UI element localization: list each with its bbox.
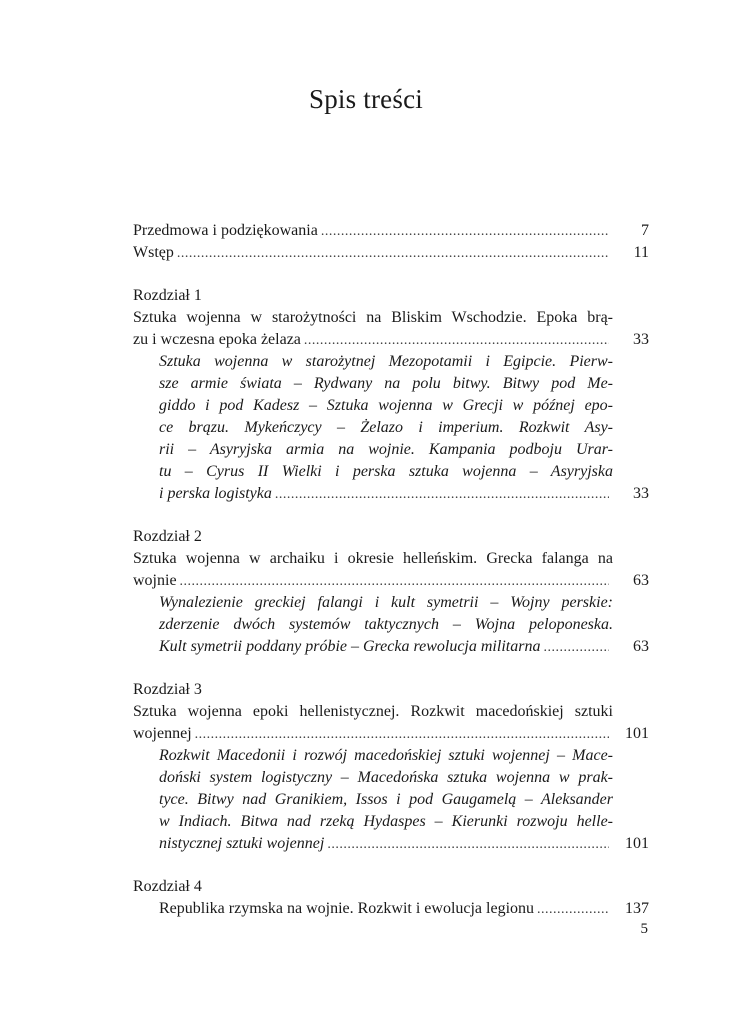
toc-page-number: 33 [633,485,649,502]
toc-page-number: 101 [625,835,649,852]
toc-entry-text: Przedmowa i podziękowania [133,222,318,239]
section-line: zderzenie dwóch systemów taktycznych – Wojna peloponeska. [159,616,613,633]
toc-page-number: 33 [633,331,649,348]
dot-leader [174,243,609,265]
page-title: Spis treści [309,84,423,114]
table-of-contents [133,220,649,920]
chapter-label: Rozdział 2 [133,528,202,545]
chapter-title-line[interactable]: Sztuka wojenna w archaiku i okresie helleńskim. Grecka falanga na [133,550,613,567]
chapter-title-line[interactable] [133,329,649,351]
dot-leader [301,330,609,352]
dot-leader [318,221,609,243]
section-text: i perska logistyka [159,485,272,502]
toc-page-number: 7 [641,222,649,239]
chapter-title-line[interactable]: Sztuka wojenna w starożytności na Bliskim Wschodzie. Epoka brą- [133,309,613,326]
chapter-label: Rozdział 1 [133,287,202,304]
toc-page-number: 11 [633,244,649,261]
toc-page-number: 101 [625,725,649,742]
page-number: 5 [640,921,648,937]
toc-entry-preface[interactable] [133,220,649,242]
section-line: w Indiach. Bitwa nad rzeką Hydaspes – Kierunki rozwoju helle- [159,813,613,830]
chapter-title-line[interactable]: Sztuka wojenna epoki hellenistycznej. Rozkwit macedońskiej sztuki [133,703,613,720]
section-line: tu – Cyrus II Wielki i perska sztuka wojenna – Asyryjska [159,463,613,480]
section-line: Rozkwit Macedonii i rozwój macedońskiej sztuki wojennej – Mace- [159,747,613,764]
chapter-title-line[interactable] [133,723,649,745]
chapter-title-text: wojennej [133,725,192,742]
chapter-label: Rozdział 4 [133,878,202,895]
section-line: giddo i pod Kadesz – Sztuka wojenna w Grecji w późnej epo- [159,397,613,414]
toc-page-number: 63 [633,572,649,589]
section-text: nistycznej sztuki wojennej [159,835,325,852]
section-line: doński system logistyczny – Macedońska sztuka wojenna w prak- [159,769,613,786]
chapter-title-text: wojnie [133,572,177,589]
dot-leader [324,834,609,856]
toc-page-number: 63 [633,638,649,655]
section-text: Republika rzymska na wojnie. Rozkwit i ewolucja legionu [159,900,535,917]
section-line: sze armie świata – Rydwany na polu bitwy. Bitwy pod Me- [159,375,613,392]
section-text: Kult symetrii poddany próbie – Grecka rewolucja militarna [159,638,541,655]
section-line: ce brązu. Mykeńczycy – Żelazo i imperium. Rozkwit Asy- [159,419,613,436]
dot-leader [540,637,609,659]
section-line-last[interactable] [159,483,649,505]
toc-entry-text: Wstęp [133,244,174,261]
section-line: Sztuka wojenna w starożytnej Mezopotamii i Egipcie. Pierw- [159,353,613,370]
dot-leader [534,899,609,921]
dot-leader [192,724,609,746]
toc-entry-intro[interactable] [133,242,649,264]
section-line: Wynalezienie greckiej falangi i kult symetrii – Wojny perskie: [159,594,613,611]
dot-leader [272,484,609,506]
section-line: rii – Asyryjska armia na wojnie. Kampania podboju Urar- [159,441,613,458]
chapter-title-line[interactable] [133,570,649,592]
section-line-last[interactable] [159,636,649,658]
chapter-label: Rozdział 3 [133,681,202,698]
section-line-last[interactable] [159,833,649,855]
chapter-title-text: zu i wczesna epoka żelaza [133,331,301,348]
dot-leader [177,571,609,593]
section-line: tyce. Bitwy nad Granikiem, Issos i pod Gaugamelą – Aleksander [159,791,613,808]
section-line-last[interactable] [159,898,649,920]
toc-page-number: 137 [625,900,649,917]
